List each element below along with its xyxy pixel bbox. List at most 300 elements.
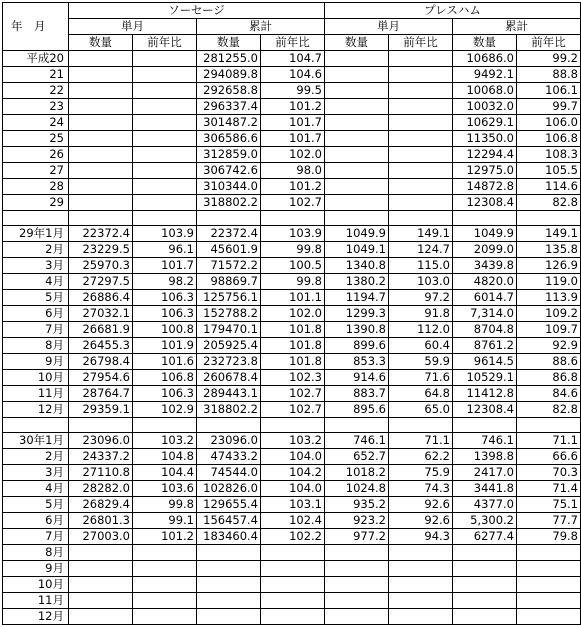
press-ham-cumulative-yoy: 84.6 [517, 386, 581, 402]
sausage-monthly-yoy [133, 195, 197, 211]
sausage-cumulative-yoy: 104.0 [261, 481, 325, 497]
press-ham-cumulative-yoy: 71.1 [517, 433, 581, 449]
sausage-cumulative-yoy [261, 577, 325, 593]
sausage-cumulative-yoy [261, 593, 325, 609]
table-row [3, 433, 581, 449]
table-row [3, 115, 581, 131]
sausage-cumulative-yoy: 104.2 [261, 465, 325, 481]
table-row [3, 449, 581, 465]
sausage-monthly-qty [69, 99, 133, 115]
quantity-header: 数量 [325, 35, 389, 51]
press-ham-monthly-qty: 1299.3 [325, 306, 389, 322]
sausage-cumulative-qty: 179470.1 [197, 322, 261, 338]
press-ham-monthly-qty: 1018.2 [325, 465, 389, 481]
sausage-monthly-qty: 26829.4 [69, 497, 133, 513]
press-ham-cumulative-yoy: 75.1 [517, 497, 581, 513]
sausage-cumulative-qty: 23096.0 [197, 433, 261, 449]
sausage-cumulative-qty: 183460.4 [197, 529, 261, 545]
press-ham-monthly-yoy [389, 67, 453, 83]
row-label: 22 [3, 83, 69, 99]
row-label: 12月 [3, 609, 69, 625]
press-ham-cumulative-yoy: 99.7 [517, 99, 581, 115]
quantity-header: 数量 [197, 35, 261, 51]
press-ham-monthly-yoy [389, 609, 453, 625]
sausage-monthly-qty: 22372.4 [69, 226, 133, 242]
sausage-cumulative-qty: 294089.8 [197, 67, 261, 83]
empty-cell [3, 418, 69, 433]
sausage-cumulative-yoy: 103.1 [261, 497, 325, 513]
table-row [3, 51, 581, 67]
yoy-header: 前年比 [517, 35, 581, 51]
press-ham-monthly-qty [325, 195, 389, 211]
sausage-cumulative-yoy [261, 609, 325, 625]
table-row [3, 513, 581, 529]
sausage-monthly-qty: 28764.7 [69, 386, 133, 402]
yoy-header: 前年比 [133, 35, 197, 51]
row-label: 23 [3, 99, 69, 115]
press-ham-cumulative-qty: 2099.0 [453, 242, 517, 258]
table-row [3, 497, 581, 513]
row-label: 25 [3, 131, 69, 147]
press-ham-cumulative-yoy: 77.7 [517, 513, 581, 529]
empty-cell [261, 211, 325, 226]
press-ham-monthly-yoy [389, 51, 453, 67]
row-label: 7月 [3, 529, 69, 545]
row-label: 3月 [3, 465, 69, 481]
press-ham-cumulative-qty [453, 609, 517, 625]
table-row [3, 529, 581, 545]
empty-cell [325, 418, 389, 433]
press-ham-cumulative-yoy [517, 593, 581, 609]
sausage-monthly-qty [69, 593, 133, 609]
press-ham-cumulative-qty: 12308.4 [453, 402, 517, 418]
sausage-monthly-qty: 27003.0 [69, 529, 133, 545]
press-ham-monthly-yoy: 65.0 [389, 402, 453, 418]
sausage-monthly-qty [69, 577, 133, 593]
press-ham-monthly-qty [325, 561, 389, 577]
press-ham-monthly-yoy [389, 83, 453, 99]
sausage-monthly-yoy: 106.3 [133, 306, 197, 322]
sausage-cumulative-qty: 310344.0 [197, 179, 261, 195]
press-ham-monthly-qty: 652.7 [325, 449, 389, 465]
press-ham-cumulative-qty [453, 577, 517, 593]
table-row [3, 561, 581, 577]
press-ham-cumulative-qty: 10529.1 [453, 370, 517, 386]
press-ham-cumulative-qty: 6277.4 [453, 529, 517, 545]
press-ham-cumulative-yoy: 88.8 [517, 67, 581, 83]
row-label: 4月 [3, 481, 69, 497]
press-ham-cumulative-yoy: 135.8 [517, 242, 581, 258]
press-ham-cumulative-qty: 11350.0 [453, 131, 517, 147]
sausage-monthly-header: 単月 [69, 19, 197, 35]
empty-cell [453, 211, 517, 226]
press-ham-monthly-yoy: 103.0 [389, 274, 453, 290]
sausage-monthly-qty: 28282.0 [69, 481, 133, 497]
sausage-cumulative-qty: 98869.7 [197, 274, 261, 290]
sausage-monthly-qty: 27954.6 [69, 370, 133, 386]
sausage-cumulative-yoy: 101.2 [261, 179, 325, 195]
press-ham-monthly-yoy: 60.4 [389, 338, 453, 354]
press-ham-monthly-yoy [389, 147, 453, 163]
table-row [3, 258, 581, 274]
table-row [3, 179, 581, 195]
press-ham-monthly-qty: 1024.8 [325, 481, 389, 497]
row-label: 26 [3, 147, 69, 163]
press-ham-cumulative-qty: 7,314.0 [453, 306, 517, 322]
empty-cell [517, 211, 581, 226]
sausage-cumulative-yoy: 101.8 [261, 338, 325, 354]
empty-cell [453, 418, 517, 433]
sausage-monthly-yoy [133, 179, 197, 195]
press-ham-monthly-yoy: 59.9 [389, 354, 453, 370]
sausage-cumulative-yoy: 102.0 [261, 306, 325, 322]
sausage-cumulative-yoy: 101.7 [261, 131, 325, 147]
table-row [3, 465, 581, 481]
sausage-cumulative-qty: 45601.9 [197, 242, 261, 258]
table-row [3, 226, 581, 242]
sausage-monthly-yoy: 100.8 [133, 322, 197, 338]
press-ham-monthly-qty: 1049.1 [325, 242, 389, 258]
sausage-monthly-qty: 26681.9 [69, 322, 133, 338]
sausage-monthly-yoy [133, 131, 197, 147]
quantity-header: 数量 [69, 35, 133, 51]
table-row [3, 99, 581, 115]
press-ham-monthly-qty: 853.3 [325, 354, 389, 370]
sausage-monthly-qty: 23229.5 [69, 242, 133, 258]
sausage-cumulative-qty: 260678.4 [197, 370, 261, 386]
sausage-cumulative-yoy: 104.6 [261, 67, 325, 83]
row-label: 5月 [3, 497, 69, 513]
sausage-cumulative-qty: 71572.2 [197, 258, 261, 274]
sausage-cumulative-qty [197, 561, 261, 577]
press-ham-cumulative-qty: 1049.9 [453, 226, 517, 242]
press-ham-cumulative-qty: 1398.8 [453, 449, 517, 465]
press-ham-monthly-qty: 1380.2 [325, 274, 389, 290]
sausage-monthly-qty: 27032.1 [69, 306, 133, 322]
sausage-monthly-yoy [133, 609, 197, 625]
sausage-monthly-yoy: 99.1 [133, 513, 197, 529]
sausage-monthly-qty: 23096.0 [69, 433, 133, 449]
press-ham-cumulative-qty: 10629.1 [453, 115, 517, 131]
press-ham-cumulative-yoy: 99.2 [517, 51, 581, 67]
sausage-monthly-qty [69, 609, 133, 625]
sausage-monthly-yoy: 103.9 [133, 226, 197, 242]
table-row [3, 545, 581, 561]
sausage-monthly-qty: 29359.1 [69, 402, 133, 418]
table-header [3, 3, 581, 51]
press-ham-cumulative-qty: 9492.1 [453, 67, 517, 83]
press-ham-monthly-qty: 883.7 [325, 386, 389, 402]
press-ham-cumulative-qty: 746.1 [453, 433, 517, 449]
row-label: 12月 [3, 402, 69, 418]
quantity-header: 数量 [453, 35, 517, 51]
table-row [3, 163, 581, 179]
table-row [3, 338, 581, 354]
sausage-cumulative-qty: 232723.8 [197, 354, 261, 370]
sausage-monthly-qty [69, 67, 133, 83]
row-label: 8月 [3, 545, 69, 561]
press-ham-monthly-qty [325, 163, 389, 179]
press-ham-monthly-yoy: 112.0 [389, 322, 453, 338]
sausage-monthly-yoy [133, 545, 197, 561]
table-row [3, 577, 581, 593]
sausage-cumulative-yoy: 104.7 [261, 51, 325, 67]
table-row [3, 402, 581, 418]
press-ham-cumulative-qty [453, 545, 517, 561]
press-ham-cumulative-yoy [517, 561, 581, 577]
sausage-cumulative-yoy: 104.0 [261, 449, 325, 465]
press-ham-cumulative-yoy: 114.6 [517, 179, 581, 195]
row-label: 6月 [3, 306, 69, 322]
table-row [3, 306, 581, 322]
sausage-monthly-yoy [133, 561, 197, 577]
row-label: 5月 [3, 290, 69, 306]
press-ham-monthly-yoy [389, 163, 453, 179]
press-ham-cumulative-yoy: 66.6 [517, 449, 581, 465]
row-label: 2月 [3, 449, 69, 465]
sausage-cumulative-qty: 102826.0 [197, 481, 261, 497]
empty-cell [389, 211, 453, 226]
row-label: 8月 [3, 338, 69, 354]
row-label: 27 [3, 163, 69, 179]
sausage-cumulative-qty: 289443.1 [197, 386, 261, 402]
press-ham-monthly-yoy: 149.1 [389, 226, 453, 242]
press-ham-monthly-yoy [389, 131, 453, 147]
press-ham-cumulative-qty: 4820.0 [453, 274, 517, 290]
sausage-monthly-qty: 25970.3 [69, 258, 133, 274]
press-ham-cumulative-qty: 10068.0 [453, 83, 517, 99]
sausage-cumulative-yoy [261, 545, 325, 561]
press-ham-monthly-yoy: 64.8 [389, 386, 453, 402]
row-label: 10月 [3, 577, 69, 593]
sausage-cumulative-qty: 306742.6 [197, 163, 261, 179]
press-ham-cumulative-yoy: 113.9 [517, 290, 581, 306]
press-ham-cumulative-yoy [517, 609, 581, 625]
press-ham-monthly-qty: 895.6 [325, 402, 389, 418]
press-ham-cumulative-qty: 9614.5 [453, 354, 517, 370]
press-ham-cumulative-yoy: 109.7 [517, 322, 581, 338]
press-ham-monthly-qty: 935.2 [325, 497, 389, 513]
press-ham-cumulative-yoy: 88.6 [517, 354, 581, 370]
table-row [3, 290, 581, 306]
sausage-cumulative-qty: 318802.2 [197, 402, 261, 418]
sausage-monthly-yoy: 106.3 [133, 386, 197, 402]
press-ham-monthly-qty [325, 577, 389, 593]
row-label: 4月 [3, 274, 69, 290]
sausage-cumulative-yoy: 102.7 [261, 402, 325, 418]
sausage-header: ソーセージ [69, 3, 325, 19]
press-ham-monthly-qty: 1049.9 [325, 226, 389, 242]
press-ham-monthly-qty [325, 179, 389, 195]
press-ham-monthly-qty [325, 593, 389, 609]
row-label: 29 [3, 195, 69, 211]
row-label: 9月 [3, 354, 69, 370]
sausage-cumulative-yoy: 102.0 [261, 147, 325, 163]
sausage-cumulative-qty: 125756.1 [197, 290, 261, 306]
press-ham-cumulative-yoy: 149.1 [517, 226, 581, 242]
press-ham-monthly-qty: 923.2 [325, 513, 389, 529]
row-label: 7月 [3, 322, 69, 338]
press-ham-cumulative-qty: 14872.8 [453, 179, 517, 195]
sausage-monthly-yoy [133, 163, 197, 179]
row-label: 平成20 [3, 51, 69, 67]
empty-cell [197, 418, 261, 433]
sausage-cumulative-yoy: 102.3 [261, 370, 325, 386]
sausage-cumulative-yoy: 98.0 [261, 163, 325, 179]
press-ham-cumulative-yoy: 82.8 [517, 195, 581, 211]
press-ham-monthly-qty: 899.6 [325, 338, 389, 354]
sausage-monthly-qty [69, 561, 133, 577]
sausage-cumulative-yoy: 103.9 [261, 226, 325, 242]
press-ham-cumulative-yoy: 71.4 [517, 481, 581, 497]
press-ham-cumulative-qty: 10686.0 [453, 51, 517, 67]
press-ham-monthly-yoy: 62.2 [389, 449, 453, 465]
press-ham-cumulative-yoy: 108.3 [517, 147, 581, 163]
sausage-monthly-yoy [133, 51, 197, 67]
sausage-monthly-yoy: 106.8 [133, 370, 197, 386]
sausage-cumulative-yoy: 101.8 [261, 354, 325, 370]
press-ham-monthly-yoy [389, 115, 453, 131]
press-ham-monthly-qty [325, 115, 389, 131]
press-ham-monthly-qty: 977.2 [325, 529, 389, 545]
press-ham-monthly-qty [325, 83, 389, 99]
sausage-monthly-yoy [133, 99, 197, 115]
table-row [3, 131, 581, 147]
sausage-monthly-qty: 27110.8 [69, 465, 133, 481]
sausage-cumulative-yoy: 101.2 [261, 99, 325, 115]
empty-cell [325, 211, 389, 226]
yoy-header: 前年比 [389, 35, 453, 51]
sausage-monthly-yoy: 99.8 [133, 497, 197, 513]
press-ham-monthly-qty [325, 545, 389, 561]
sausage-cumulative-qty [197, 609, 261, 625]
row-label: 10月 [3, 370, 69, 386]
sausage-monthly-yoy: 103.6 [133, 481, 197, 497]
sausage-cumulative-qty: 281255.0 [197, 51, 261, 67]
table-row [3, 242, 581, 258]
press-ham-cumulative-header: 累計 [453, 19, 581, 35]
sausage-cumulative-qty: 296337.4 [197, 99, 261, 115]
sausage-monthly-yoy: 101.7 [133, 258, 197, 274]
empty-cell [69, 418, 133, 433]
press-ham-monthly-qty: 1340.8 [325, 258, 389, 274]
empty-cell [517, 418, 581, 433]
press-ham-cumulative-qty: 3439.8 [453, 258, 517, 274]
row-label: 6月 [3, 513, 69, 529]
press-ham-cumulative-qty: 12294.4 [453, 147, 517, 163]
sausage-monthly-yoy [133, 593, 197, 609]
press-ham-cumulative-qty: 12975.0 [453, 163, 517, 179]
press-ham-monthly-qty [325, 609, 389, 625]
sausage-cumulative-qty: 22372.4 [197, 226, 261, 242]
press-ham-cumulative-qty: 10032.0 [453, 99, 517, 115]
table-row [3, 83, 581, 99]
sausage-cumulative-yoy [261, 561, 325, 577]
sausage-monthly-yoy [133, 115, 197, 131]
press-ham-monthly-qty: 1390.8 [325, 322, 389, 338]
press-ham-cumulative-qty: 8704.8 [453, 322, 517, 338]
press-ham-cumulative-yoy: 82.8 [517, 402, 581, 418]
row-label: 11月 [3, 593, 69, 609]
sausage-monthly-yoy [133, 67, 197, 83]
press-ham-cumulative-yoy: 92.9 [517, 338, 581, 354]
press-ham-monthly-qty: 746.1 [325, 433, 389, 449]
press-ham-monthly-qty: 914.6 [325, 370, 389, 386]
sausage-cumulative-qty: 152788.2 [197, 306, 261, 322]
sausage-cumulative-yoy: 101.7 [261, 115, 325, 131]
press-ham-monthly-yoy [389, 195, 453, 211]
sausage-monthly-yoy: 103.2 [133, 433, 197, 449]
press-ham-monthly-yoy [389, 577, 453, 593]
press-ham-cumulative-qty: 11412.8 [453, 386, 517, 402]
sausage-cumulative-yoy: 103.2 [261, 433, 325, 449]
press-ham-monthly-yoy [389, 593, 453, 609]
sausage-cumulative-yoy: 99.8 [261, 242, 325, 258]
press-ham-monthly-yoy: 115.0 [389, 258, 453, 274]
press-ham-cumulative-yoy: 106.8 [517, 131, 581, 147]
sausage-cumulative-yoy: 100.5 [261, 258, 325, 274]
press-ham-monthly-yoy: 71.6 [389, 370, 453, 386]
press-ham-monthly-qty [325, 67, 389, 83]
sausage-cumulative-qty: 205925.4 [197, 338, 261, 354]
sausage-monthly-qty [69, 51, 133, 67]
sausage-monthly-qty [69, 115, 133, 131]
sausage-monthly-yoy: 96.1 [133, 242, 197, 258]
table-row [3, 609, 581, 625]
press-ham-monthly-yoy: 92.6 [389, 497, 453, 513]
sausage-cumulative-qty: 129655.4 [197, 497, 261, 513]
sausage-cumulative-header: 累計 [197, 19, 325, 35]
press-ham-monthly-yoy: 97.2 [389, 290, 453, 306]
table-row [3, 147, 581, 163]
empty-cell [261, 418, 325, 433]
press-ham-monthly-yoy: 74.3 [389, 481, 453, 497]
table-row [3, 370, 581, 386]
empty-cell [69, 211, 133, 226]
press-ham-cumulative-qty: 8761.2 [453, 338, 517, 354]
sausage-monthly-qty [69, 545, 133, 561]
table-row [3, 195, 581, 211]
table-row [3, 481, 581, 497]
table-body [3, 51, 581, 625]
empty-cell [3, 211, 69, 226]
sausage-cumulative-qty [197, 593, 261, 609]
press-ham-monthly-yoy: 92.6 [389, 513, 453, 529]
table-row [3, 593, 581, 609]
sausage-monthly-yoy: 104.4 [133, 465, 197, 481]
yoy-header: 前年比 [261, 35, 325, 51]
empty-cell [197, 211, 261, 226]
press-ham-cumulative-yoy: 106.0 [517, 115, 581, 131]
press-ham-monthly-yoy [389, 99, 453, 115]
press-ham-monthly-qty [325, 131, 389, 147]
sausage-monthly-qty: 26455.3 [69, 338, 133, 354]
sausage-cumulative-qty: 156457.4 [197, 513, 261, 529]
press-ham-monthly-yoy: 91.8 [389, 306, 453, 322]
press-ham-cumulative-yoy: 79.8 [517, 529, 581, 545]
press-ham-cumulative-yoy: 126.9 [517, 258, 581, 274]
sausage-monthly-qty [69, 163, 133, 179]
row-label: 21 [3, 67, 69, 83]
table-row [3, 274, 581, 290]
press-ham-monthly-qty [325, 147, 389, 163]
sausage-cumulative-qty: 74544.0 [197, 465, 261, 481]
press-ham-cumulative-qty: 5,300.2 [453, 513, 517, 529]
press-ham-cumulative-yoy: 70.3 [517, 465, 581, 481]
sausage-cumulative-yoy: 102.7 [261, 195, 325, 211]
sausage-monthly-yoy: 101.6 [133, 354, 197, 370]
sausage-cumulative-qty: 318802.2 [197, 195, 261, 211]
